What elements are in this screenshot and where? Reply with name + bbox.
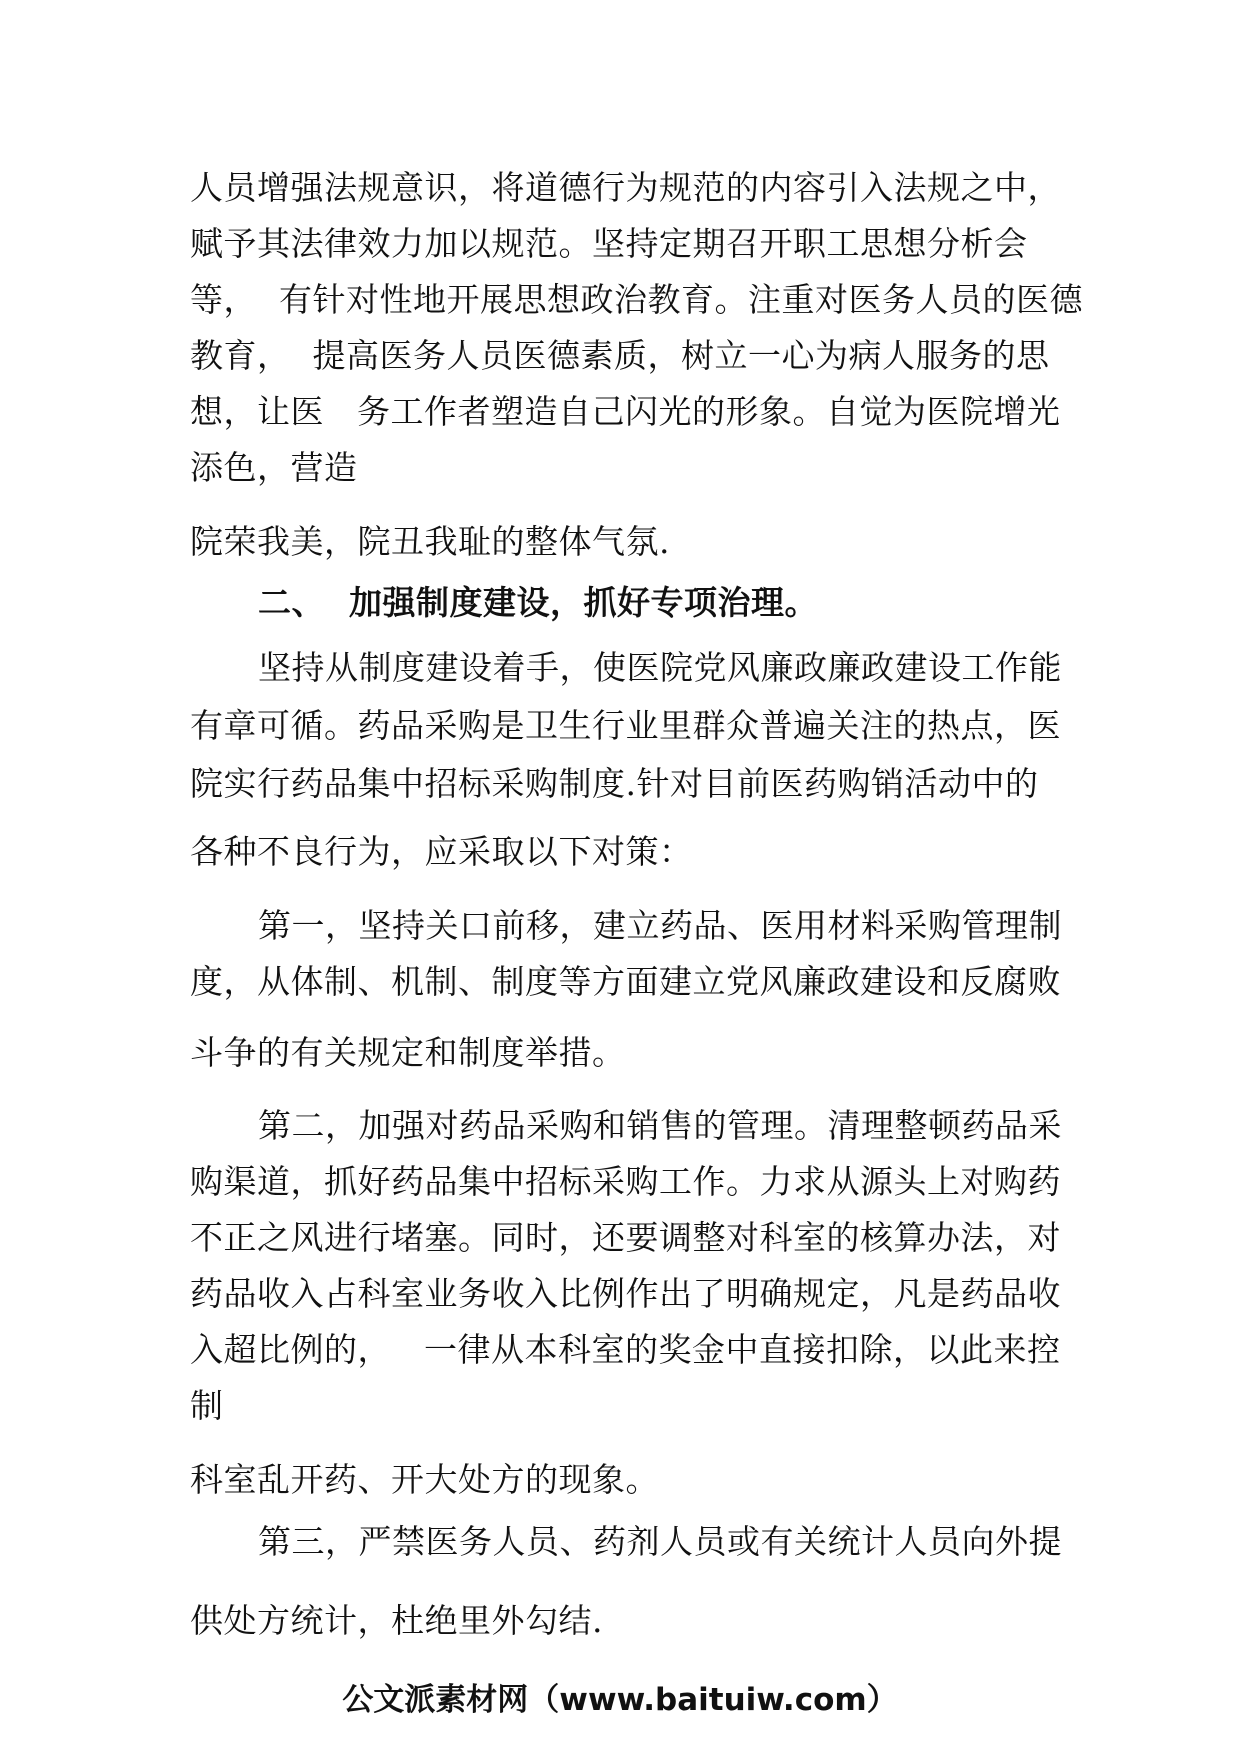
paragraph-line: 第三，严禁医务人员、药剂人员或有关统计人员向外提: [258, 1522, 1062, 1561]
paragraph-line: 人员增强法规意识，将道德行为规范的内容引入法规之中，: [190, 168, 1061, 207]
paragraph-line: 购渠道，抓好药品集中招标采购工作。力求从源头上对购药: [190, 1162, 1061, 1201]
paragraph-line: 不正之风进行堵塞。同时，还要调整对科室的核算办法，对: [190, 1218, 1061, 1257]
paragraph-line: 教育， 提高医务人员医德素质，树立一心为病人服务的思: [190, 336, 1050, 375]
footer-watermark: 公文派素材网（www.baituiw.com）: [342, 1682, 898, 1718]
paragraph-line: 赋予其法律效力加以规范。坚持定期召开职工思想分析会: [190, 224, 1028, 263]
paragraph-line: 各种不良行为，应采取以下对策：: [190, 832, 693, 871]
paragraph-line: 入超比例的， 一律从本科室的奖金中直接扣除，以此来控: [190, 1330, 1061, 1369]
paragraph-line: 想，让医 务工作者塑造自己闪光的形象。自觉为医院增光: [190, 392, 1061, 431]
paragraph-line: 药品收入占科室业务收入比例作出了明确规定，凡是药品收: [190, 1274, 1061, 1313]
paragraph-line: 院实行药品集中招标采购制度.针对目前医药购销活动中的: [190, 764, 1039, 803]
paragraph-line: 科室乱开药、开大处方的现象。: [190, 1460, 659, 1499]
paragraph-line: 供处方统计，杜绝里外勾结.: [190, 1601, 603, 1640]
paragraph-line: 第一，坚持关口前移，建立药品、医用材料采购管理制: [258, 906, 1062, 945]
paragraph-line: 度，从体制、机制、制度等方面建立党风廉政建设和反腐败: [190, 962, 1061, 1001]
paragraph-line: 院荣我美，院丑我耻的整体气氛.: [190, 522, 670, 561]
paragraph-line: 坚持从制度建设着手，使医院党风廉政廉政建设工作能: [258, 648, 1062, 687]
section-heading: 二、 加强制度建设，抓好专项治理。: [258, 583, 818, 622]
paragraph-line: 有章可循。药品采购是卫生行业里群众普遍关注的热点，医: [190, 706, 1061, 745]
paragraph-line: 制: [190, 1386, 224, 1425]
paragraph-line: 斗争的有关规定和制度举措。: [190, 1033, 626, 1072]
paragraph-line: 第二，加强对药品采购和销售的管理。清理整顿药品采: [258, 1106, 1062, 1145]
paragraph-line: 等， 有针对性地开展思想政治教育。注重对医务人员的医德: [190, 280, 1083, 319]
paragraph-line: 添色，营造: [190, 448, 358, 487]
